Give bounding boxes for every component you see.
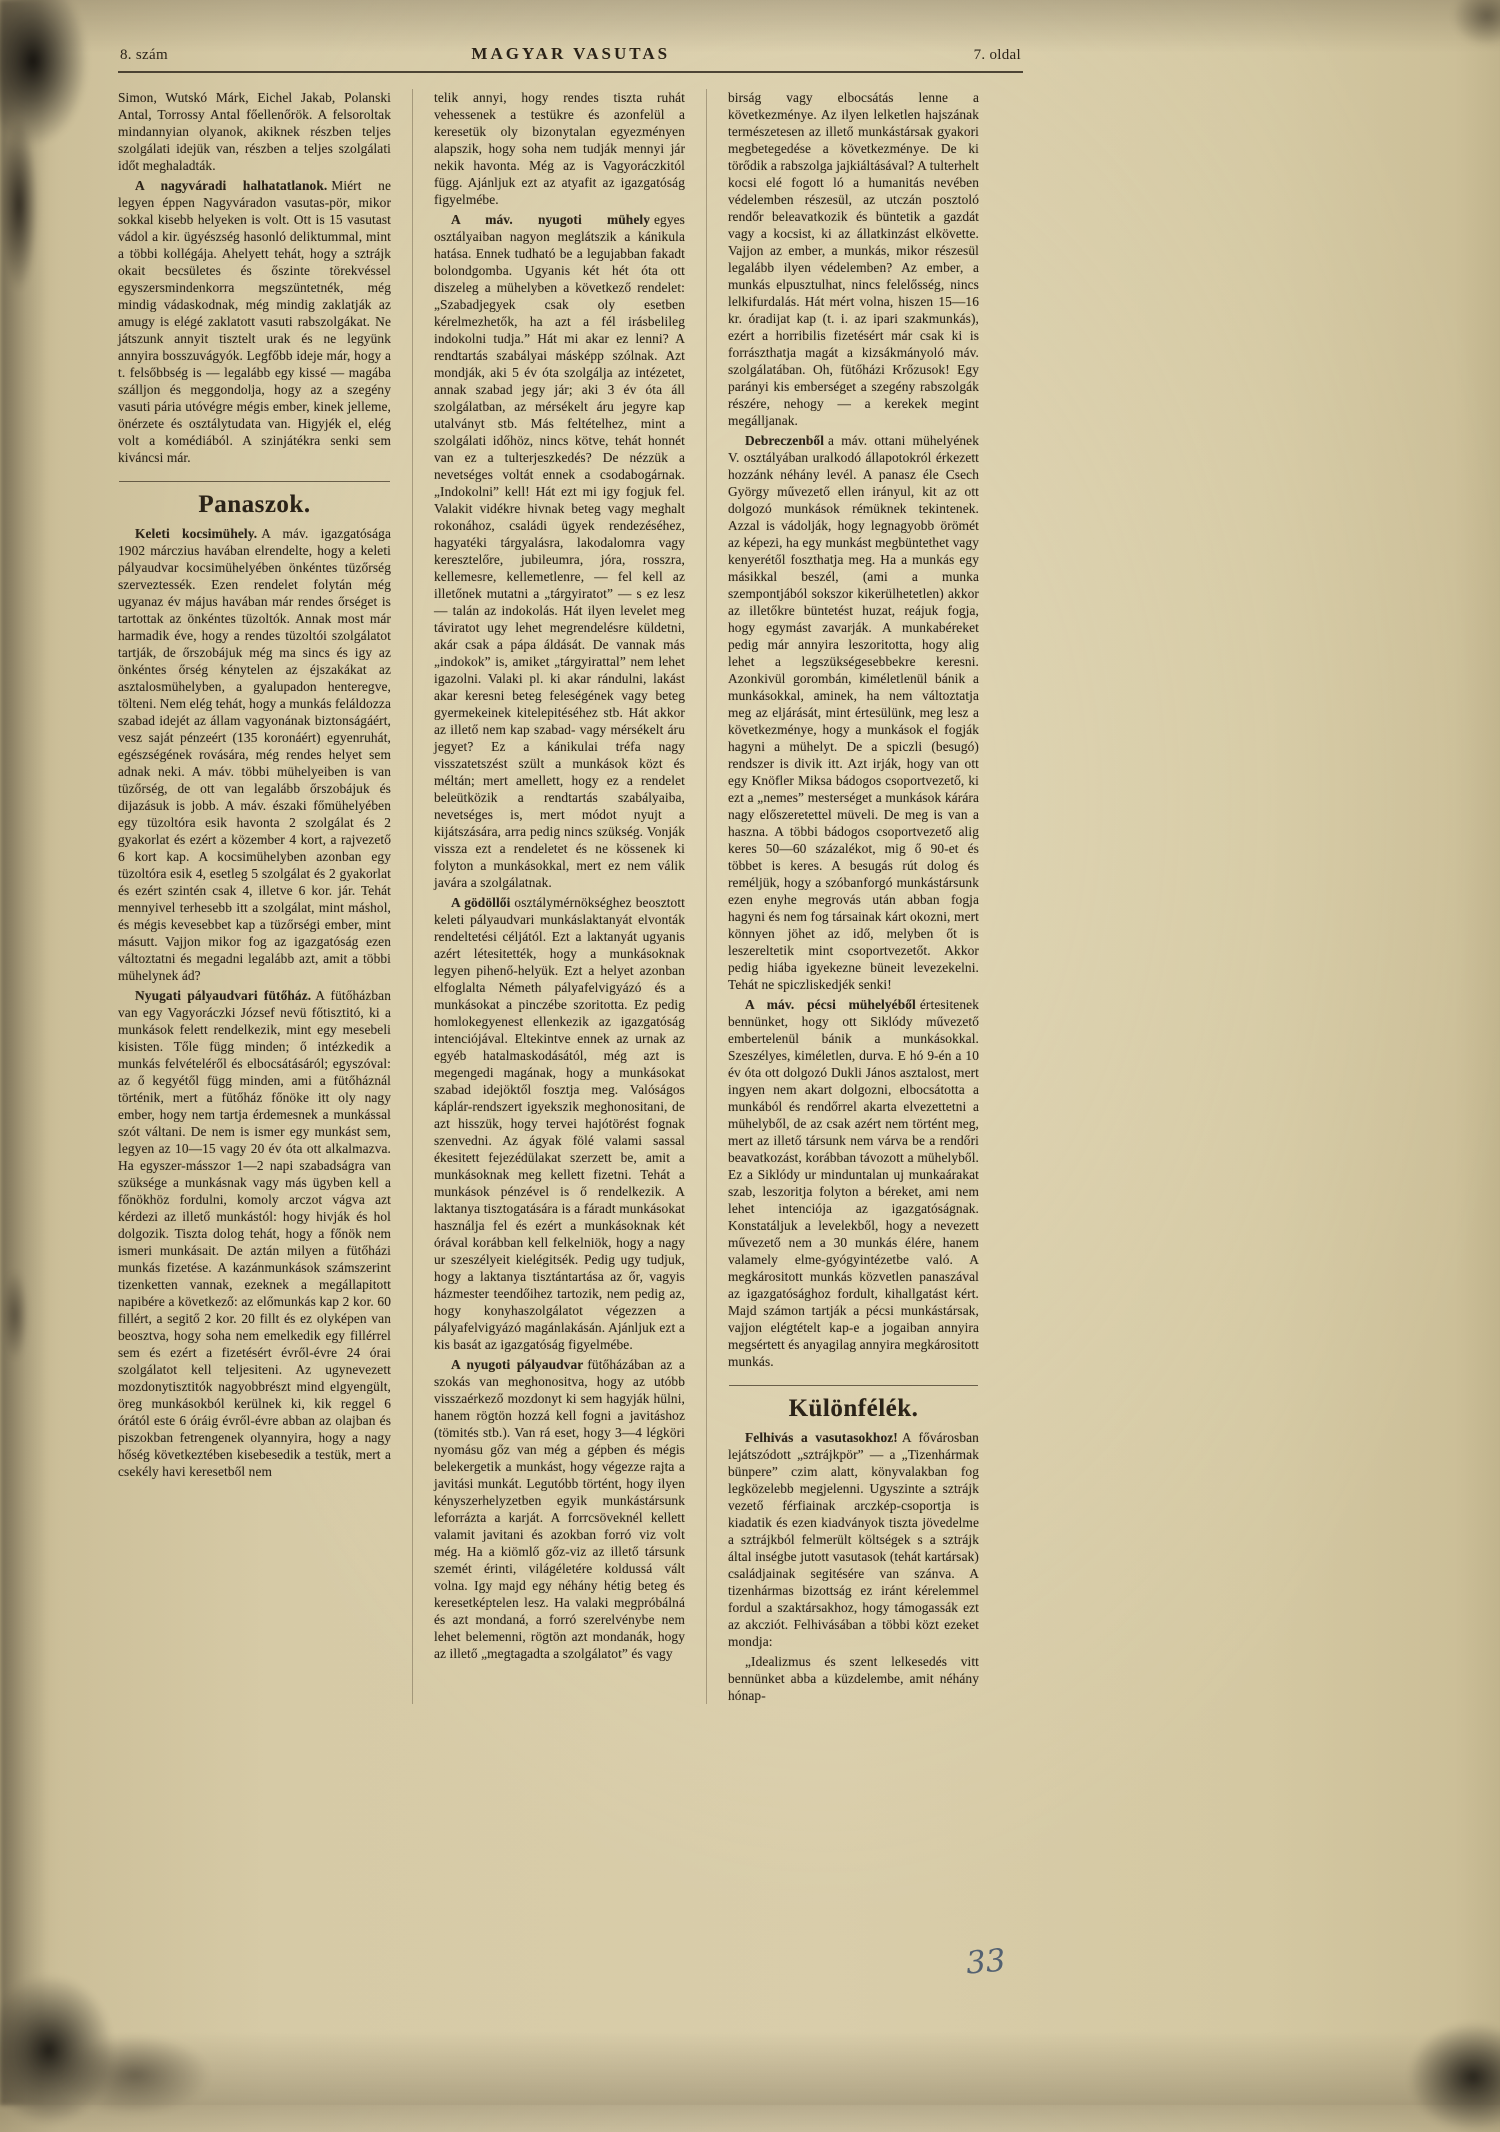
paragraph xyxy=(434,894,685,1353)
section-title-panaszok: Panaszok. xyxy=(198,491,311,518)
paragraph xyxy=(434,211,685,891)
paragraph-text: a máv. ottani mühelyének V. osztályában uralkodó állapotokról érkezett hozzánk néhány levél. A panasz éle Csech György művezető ellen irányul, kit az ott dolgozó munkások rémüknek tekintenek. Azzal is vádolják, hogy legnagyobb örömét az képezi, ha egy munkást megbüntethet vagy kenyerétől foszthatja meg. Ha a munkás egy másikkal beszél, (ami a munka szempontjából sokszor kikerülhetetlen) akkor az illetőkre büntetést huzat, reájuk fogja, hogy egymást zavarják. A munkabéreket pedig már annyira leszoritotta, hogy alig lehet a legszükségesebbekre keresni. Azonkivül gorombán, kiméletlenül bánik a munkásokkal, aminek, ha nem változtatja meg az eljárását, mint értesülünk, meg lesz a következménye, hogy a munkások el fogják hagyni a mühelyt. De a spiczli (besugó) rendszer is divik itt. Azt irják, hogy van ott egy Knöfler Miksa bádogos csoportvezető, ki ezt a „nemes” mesterséget a munkások kárára nagy előszeretettel müveli. De meg is van a haszna. A többi bádogos csoportvezető alig keres 50—60 százalékot, mig ő 90-et és többet is keres. A besugás rút dolog és reméljük, hogy a szóbanforgó munkástársunk ezen enyhe megrovás után abban fogja hagyni és nem fog társainak kárt okozni, mert könnyen jöhet az idő, melyben őt is leszereltetik mint csoportvezetőt. Akkor pedig hiába igyekezne büneit levezekelni. Tehát ne spiczliskedjék senki! xyxy=(728,433,979,992)
page-content xyxy=(118,44,1023,1704)
column-3 xyxy=(706,89,979,1704)
header-rule xyxy=(118,71,1023,73)
paragraph-lead: Nyugati pályaudvari fütőház. xyxy=(135,988,312,1003)
section-title-kulonfelek: Különfélék. xyxy=(788,1395,919,1422)
section-divider xyxy=(119,481,390,482)
paragraph-lead: Keleti kocsimühely. xyxy=(135,526,258,541)
paragraph xyxy=(728,1653,979,1704)
paragraph-lead: Debreczenből xyxy=(745,433,825,448)
text-columns xyxy=(118,89,1023,1704)
paragraph-text: fütőházában az a szokás van meghonositva, hogy az utóbb visszaérkező mozdonyt ki sem hagyják hülni, hanem rögtön hozzá kell fogni a javitáshoz (tömités stb.). Van rá eset, hogy 3—4 légköri nyomásu gőz van még a gépben és mégis belekergetik a munkást, hogy végezze rajta a javitási munkát. Legutóbb történt, hogy ilyen kényszerhelyzetben egyik munkástársunk leforrázta a karját. A forrcsöveknél kellett valamit javitani és azokban forró viz volt még. Ha a kiömlő gőz-viz az illető társunk szemét érinti, világéletére koldussá vált volna. Igy majd egy néhány hétig beteg és keresetképtelen lesz. Ha valaki megpróbálná és azt mondaná, a forró szerelvénybe nem lehet belemenni, rögtön azt mondanák, hogy az illető „megtagadta a szolgálatot” és vagy xyxy=(434,1357,685,1661)
column-2 xyxy=(412,89,685,1704)
issue-number: 8. szám xyxy=(120,47,168,63)
paragraph-text: Miért ne legyen éppen Nagyváradon vasutas-pör, mikor sokkal kisebb helyeken is volt. Ott is 15 vasutast vádol a kir. ügyészség hasonló deliktummal, mint a többi kollégája. Ahelyett tehát, hogy a sztrájk okait becsületes és őszinte törekvéssel egyszersmindenkorra megszüntetnék, még mindig vádaskodnak, még mindig zaklatják az amugy is elégé zaklatott vasuti rabszolgákat. Ne játszunk annyit tisztelt urak és ne legyünk annyira bosszuvágyók. Legfőbb ideje már, hogy a t. felsőbbség is — legalább egy kissé — magába szálljon és meggondolja, hogy az a szegény vasuti pária utóvégre mégis ember, kinek jelleme, önérzete és osztálytudata van. Higyjék el, elég volt a komédiából. A szinjátékra senki sem kiváncsi már. xyxy=(118,178,391,465)
paragraph xyxy=(118,177,391,466)
paragraph-lead: A gödöllői xyxy=(451,895,511,910)
paragraph-text: telik annyi, hogy rendes tiszta ruhát vehessenek a testükre és azonfelül a keresetük oly bizonytalan egyezményen alapszik, hogy soha nem tudják mennyi jár nekik havonta. Még az is Vagyoráczkitól függ. Ajánljuk ezt az atyafit az igazgatóság figyelmébe. xyxy=(434,90,685,207)
paragraph xyxy=(434,89,685,208)
scan-stain-top-left xyxy=(0,0,88,146)
masthead-title: MAGYAR VASUTAS xyxy=(471,44,671,63)
page-header xyxy=(118,44,1023,71)
paragraph xyxy=(728,432,979,993)
scan-stain-bottom-left xyxy=(0,1975,114,2125)
paragraph-lead: A nyugoti pályaudvar xyxy=(451,1357,584,1372)
paragraph-text: A fővárosban lejátszódott „sztrájkpör” — a „Tizenhármak bünpere” czim alatt, könyvalakban fog legközelebb megjelenni. Ugyszinte a sztrájk vezető férfiainak arczkép-csoportja is kiadatik és ezen kiadványok tiszta jövedelme a sztrájkból felmerült költségek s a sztrájk által inségbe jutott vasutasok (tehát kartársak) családjainak segitésére van szánva. A tizenhármas bizottság ez iránt kérelemmel fordul a szaktársakhoz, hogy támogassák ezt az akcziót. Felhivásában a többi közt ezeket mondja: xyxy=(728,1430,979,1649)
handwritten-page-mark: 33 xyxy=(964,1942,1007,1982)
paragraph-lead: A máv. nyugoti mühely xyxy=(451,212,650,227)
paragraph xyxy=(728,996,979,1370)
paragraph-text: „Idealizmus és szent lelkesedés vitt bennünket abba a küzdelembe, amit néhány hónap- xyxy=(728,1654,979,1703)
paragraph-lead: A nagyváradi halhatatlanok. xyxy=(135,178,328,193)
paragraph-text: A máv. igazgatósága 1902 márczius havában elrendelte, hogy a keleti pályaudvar kocsimühelyében önkéntes tüzőrség szerveztessék. Ezen rendelet folytán még ugyanaz év május havában már rendes őrséget is tartottak az önkéntes tüzoltók. Annak most már harmadik éve, hogy a rendes tüzoltói szolgálatot tartják, de őrszobájuk még ma sincs és igy az önkéntes őrség kénytelen az éjszakákat az asztalosmühelyben, a gyalupadon henteregve, tölteni. Nem elég tehát, hogy a munkás feláldozza szabad idejét az állam vagyonának biztonságáért, vesz saját pénzeért (135 koronáért) egyenruhát, egészségének rovására, még rendes helyet sem adnak neki. A máv. többi mühelyeiben is van tüzőrség, de ott van legalább őrszobájuk és dijazásuk is jobb. A máv. északi főmühelyében egy tüzoltóra esik havonta 2 szolgálat és 2 gyakorlat és ezért a közember 4 kort, a rajvezető 6 kort kap. A kocsimühelyben azonban egy tüzoltóra esik 4, esetleg 5 szolgálat és 2 gyakorlat és ezért szintén csak 4, illetve 6 kor. jár. Tehát mennyivel terhesebb itt a szolgálat, mint máshol, és mégis kevesebbet kap a tüzőrségi ember, mint másutt. Vajjon mikor fog az igazgatóság ezen változtatni és megadni legalább azt, amit a többi mühelynek ád? xyxy=(118,526,391,983)
paragraph xyxy=(434,1356,685,1662)
paragraph-lead: Felhivás a vasutasokhoz! xyxy=(745,1430,898,1445)
paragraph-text: Simon, Wutskó Márk, Eichel Jakab, Polanski Antal, Torrossy Antal főellenőrök. A felsoroltak mindannyian olyanok, akiknek részben teljes szolgálati idejük van, részben a teljes szolgálati időt meghaladták. xyxy=(118,90,391,173)
section-divider xyxy=(729,1385,978,1386)
paragraph xyxy=(118,89,391,174)
paragraph-text: osztálymérnökséghez beosztott keleti pályaudvari munkáslaktanyát elvonták rendeltetési céljától. Ezt a laktanyát ugyanis azért létesitették, hogy a munkásoknak legyen pihenő-helyük. Ezt a helyet azonban elfoglalta Németh pályafelvigyázó és a munkásokat a pinczébe szoritotta. Ez pedig homlokegyenest ellenkezik az igazgatóság intenciójával. Eltekintve ennek az urnak az egyéb hatalmaskodásától, még azt is megengedi magának, hogy a munkásokat szabad idejöktől fosztja meg. Valóságos káplár-rendszert igyekszik meghonositani, de azt hisszük, hogy tervei hajótörést fognak szenvedni. Az ágyak fölé valami sassal ékesitett fejezédülakat szerzett be, amit a munkásoknak meg kellett fizetni. Tehát a munkások pénzével is ő rendelkezik. A laktanya tisztogatására is a fáradt munkásokat használja fel és ezért a munkásoknak két órával korábban kell felkelniök, hogy a nagy ur szeszélyeit kielégitsék. Pedig ugy tudjuk, hogy a laktanya tisztántartása az őr, vagyis házmester teendőihez tartozik, nem pedig az, hogy konyhaszolgálatot végezzen a pályafelvigyázó magánlakásán. Ajánljuk ezt a kis basát az igazgatóság figyelmébe. xyxy=(434,895,685,1352)
paragraph-text: birság vagy elbocsátás lenne a következménye. Az ilyen lelketlen hajszának természetesen az illető munkástársak gyakori megbetegedése a következménye. De ki törődik a rabszolga jajkiáltásával? A tulterhelt kocsi elé fogott ló a humanitás nevében védelemben részesül, az utczán posztoló rendőr beleavatkozik és büntetik a gazdát vagy a kocsist, ki az állatkinzást elkövette. Vajjon az ember, a munkás, mikor részesül legalább ilyen védelemben? Az ember, a munkás elpusztulhat, nincs felelősség, nincs lelkifurdalás. Hát mért volna, hiszen 15—16 kr. óradijat kap (t. i. az ipari szakmunkás), ezért a horribilis fizetésért már csak ki is forrászthatja magát a kizsákmányoló máv. szolgálatában. Oh, fütőházi Krőzusok! Egy parányi kis emberséget a szegény rabszolgák részére, nehogy — a kerekek megint megálljanak. xyxy=(728,90,979,428)
paragraph xyxy=(728,1429,979,1650)
column-1 xyxy=(118,89,391,1704)
paragraph xyxy=(118,987,391,1480)
scan-smudge-left xyxy=(2,1270,28,1360)
paragraph-lead: A máv. pécsi mühelyéből xyxy=(745,997,916,1012)
page-number: 7. oldal xyxy=(973,47,1021,63)
paragraph xyxy=(728,89,979,429)
scan-smudge-bottom xyxy=(60,2035,210,2115)
paragraph-text: egyes osztályaiban nagyon meglátszik a kánikula hatása. Ennek tudható be a legujabban fakadt bolondgomba. Ugyanis két hét óta ott diszeleg a mühelyben a következő rendelet: „Szabadjegyek csak oly esetben kérelmezhetők, ha azt a fél irásbelileg indokolni tudja.” Hát mi akar ez lenni? A rendtartás szabályai másképp szólnak. Azt mondják, aki 5 év óta szolgálja az intézetet, annak szabad jegy jár; aki 3 év óta áll szolgálatban, az mérsékelt áru jegyre kap utalványt stb. Más feltételhez, mint a szolgálati időhöz, nincs kötve, tehát honnét van ez a tulterjeszkedés? De nézzük a nevetséges voltát ennek a csodabogárnak. „Indokolni” kell! Hát ezt mi igy fogjuk fel. Valakit vidékre hivnak beteg vagy meghalt rokonához, családi ügyek rendezéséhez, hagyatéki tárgyalásra, lakodalomra vagy keresztelőre, jubileumra, jóra, rosszra, kellemesre, kellemetlenre, — fel kell az illetőnek mutatni a „tárgyiratot” — s ez lesz — talán az indokolás. Hát ilyen levelet meg táviratot ugy lehet megrendelésre küldetni, akár csak a pápa áldását. De vannak más „indokok” is, amiket „tárgyirattal” nem lehet igazolni. Valaki pl. ki akar rándulni, lakást akar keresni beteg feleségének vagy beteg gyermekeinek kitelepitéséhez stb. Hát akkor az illető nem kap szabad- vagy mérsékelt áru jegyet? Ez a kánikulai tréfa nagy visszatetszést szült a munkások közt és méltán; mert amellett, hogy ez a rendelet beleütközik a rendtartás szabályaiba, nevetséges is, mert módot nyujt a kijátszására, arra pedig nincs szükség. Vonják vissza ezt a rendeletet és ne kössenek ki folyton a munkásokkal, mert ez nem válik javára a szolgálatnak. xyxy=(434,212,685,890)
paragraph-text: értesitenek bennünket, hogy ott Siklódy művezető embertelenül bánik a munkásokkal. Szeszélyes, kiméletlen, durva. E hó 9-én a 10 év óta ott dolgozó Dukli János asztalost, mert ingyen nem akart dolgozni, elbocsátotta a munkából és rendőrrel akarta elvezettetni a mühelyből, de az csak azért nem történt meg, mert az illető társunk nem várva be a rendőri beavatkozást, korábban távozott a mühelyből. Ez a Siklódy ur minduntalan uj munkaárakat szab, leszoritja folyton a béreket, ami nem lehet intenciója az igazgatóságnak. Konstatáljuk a levelekből, hogy a nevezett művezető nem a 30 munkás élére, hanem valamely elme-gyógyintézetbe való. A megkárositott munkás közvetlen panaszával az igazgatósághoz fordult, kihallgatást kért. Majd számon tartják a pécsi munkástársak, vajjon elégtételt kap-e a jogaiban annyira megsértett és anyagilag annyira megkárositott munkás. xyxy=(728,997,979,1369)
paragraph-text: A fütőházban van egy Vagyoráczki József nevü főtisztitó, ki a munkások felett rendelkezik, mint egy mesebeli kisisten. Tőle függ minden; ő intézkedik a munkás felvételéről és elbocsátásáról; egyszóval: az ő kegyétől függ minden, ami a fütőháznál történik, mert a fütőház főnöke itt oly nagy ember, hogy nem tartja érdemesnek a munkással szót váltani. De nem is ismer egy munkást sem, legyen az 10—15 vagy 20 év óta ott alkalmazva. Ha egyszer-másszor 1—2 napi szabadságra van szüksége a munkásnak vagy más ügyben kell a főnökhöz fordulni, komoly arczot vágva azt kérdezi az illető munkástól: hogy hivják és hol dolgozik. Tiszta dolog tehát, hogy a főnök nem ismeri munkásait. De aztán milyen a fütőházi munkás fizetése. A kazánmunkások számszerint tizenketten vannak, ezeknek a megállapitott napibére a következő: az előmunkás kap 2 kor. 60 fillért, a segitő 2 kor. 20 fillt és ez olyképen van beosztva, hogy soha nem emelkedik egy fillérrel sem és ezért a fizetésért évről-évre 24 órai szolgálatot kell teljesiteni. Az ugynevezett mozdonytisztitók nagyobbrészt mind elgyengült, öreg munkásokból kerülnek ki, kik reggel 6 órától este 6 óráig évről-évre abban az olajban és piszokban fetrengenek olyannyira, hogy a nagy hőség következtében kisebesedik a testük, mert a csekély havi keresetből nem xyxy=(118,988,392,1479)
scan-stain-left xyxy=(0,120,38,290)
scan-stain-bottom-right xyxy=(1408,2022,1500,2132)
paragraph xyxy=(118,525,391,984)
scan-stain-top-right xyxy=(1452,0,1500,46)
scan-edge-shadow xyxy=(0,0,48,2105)
